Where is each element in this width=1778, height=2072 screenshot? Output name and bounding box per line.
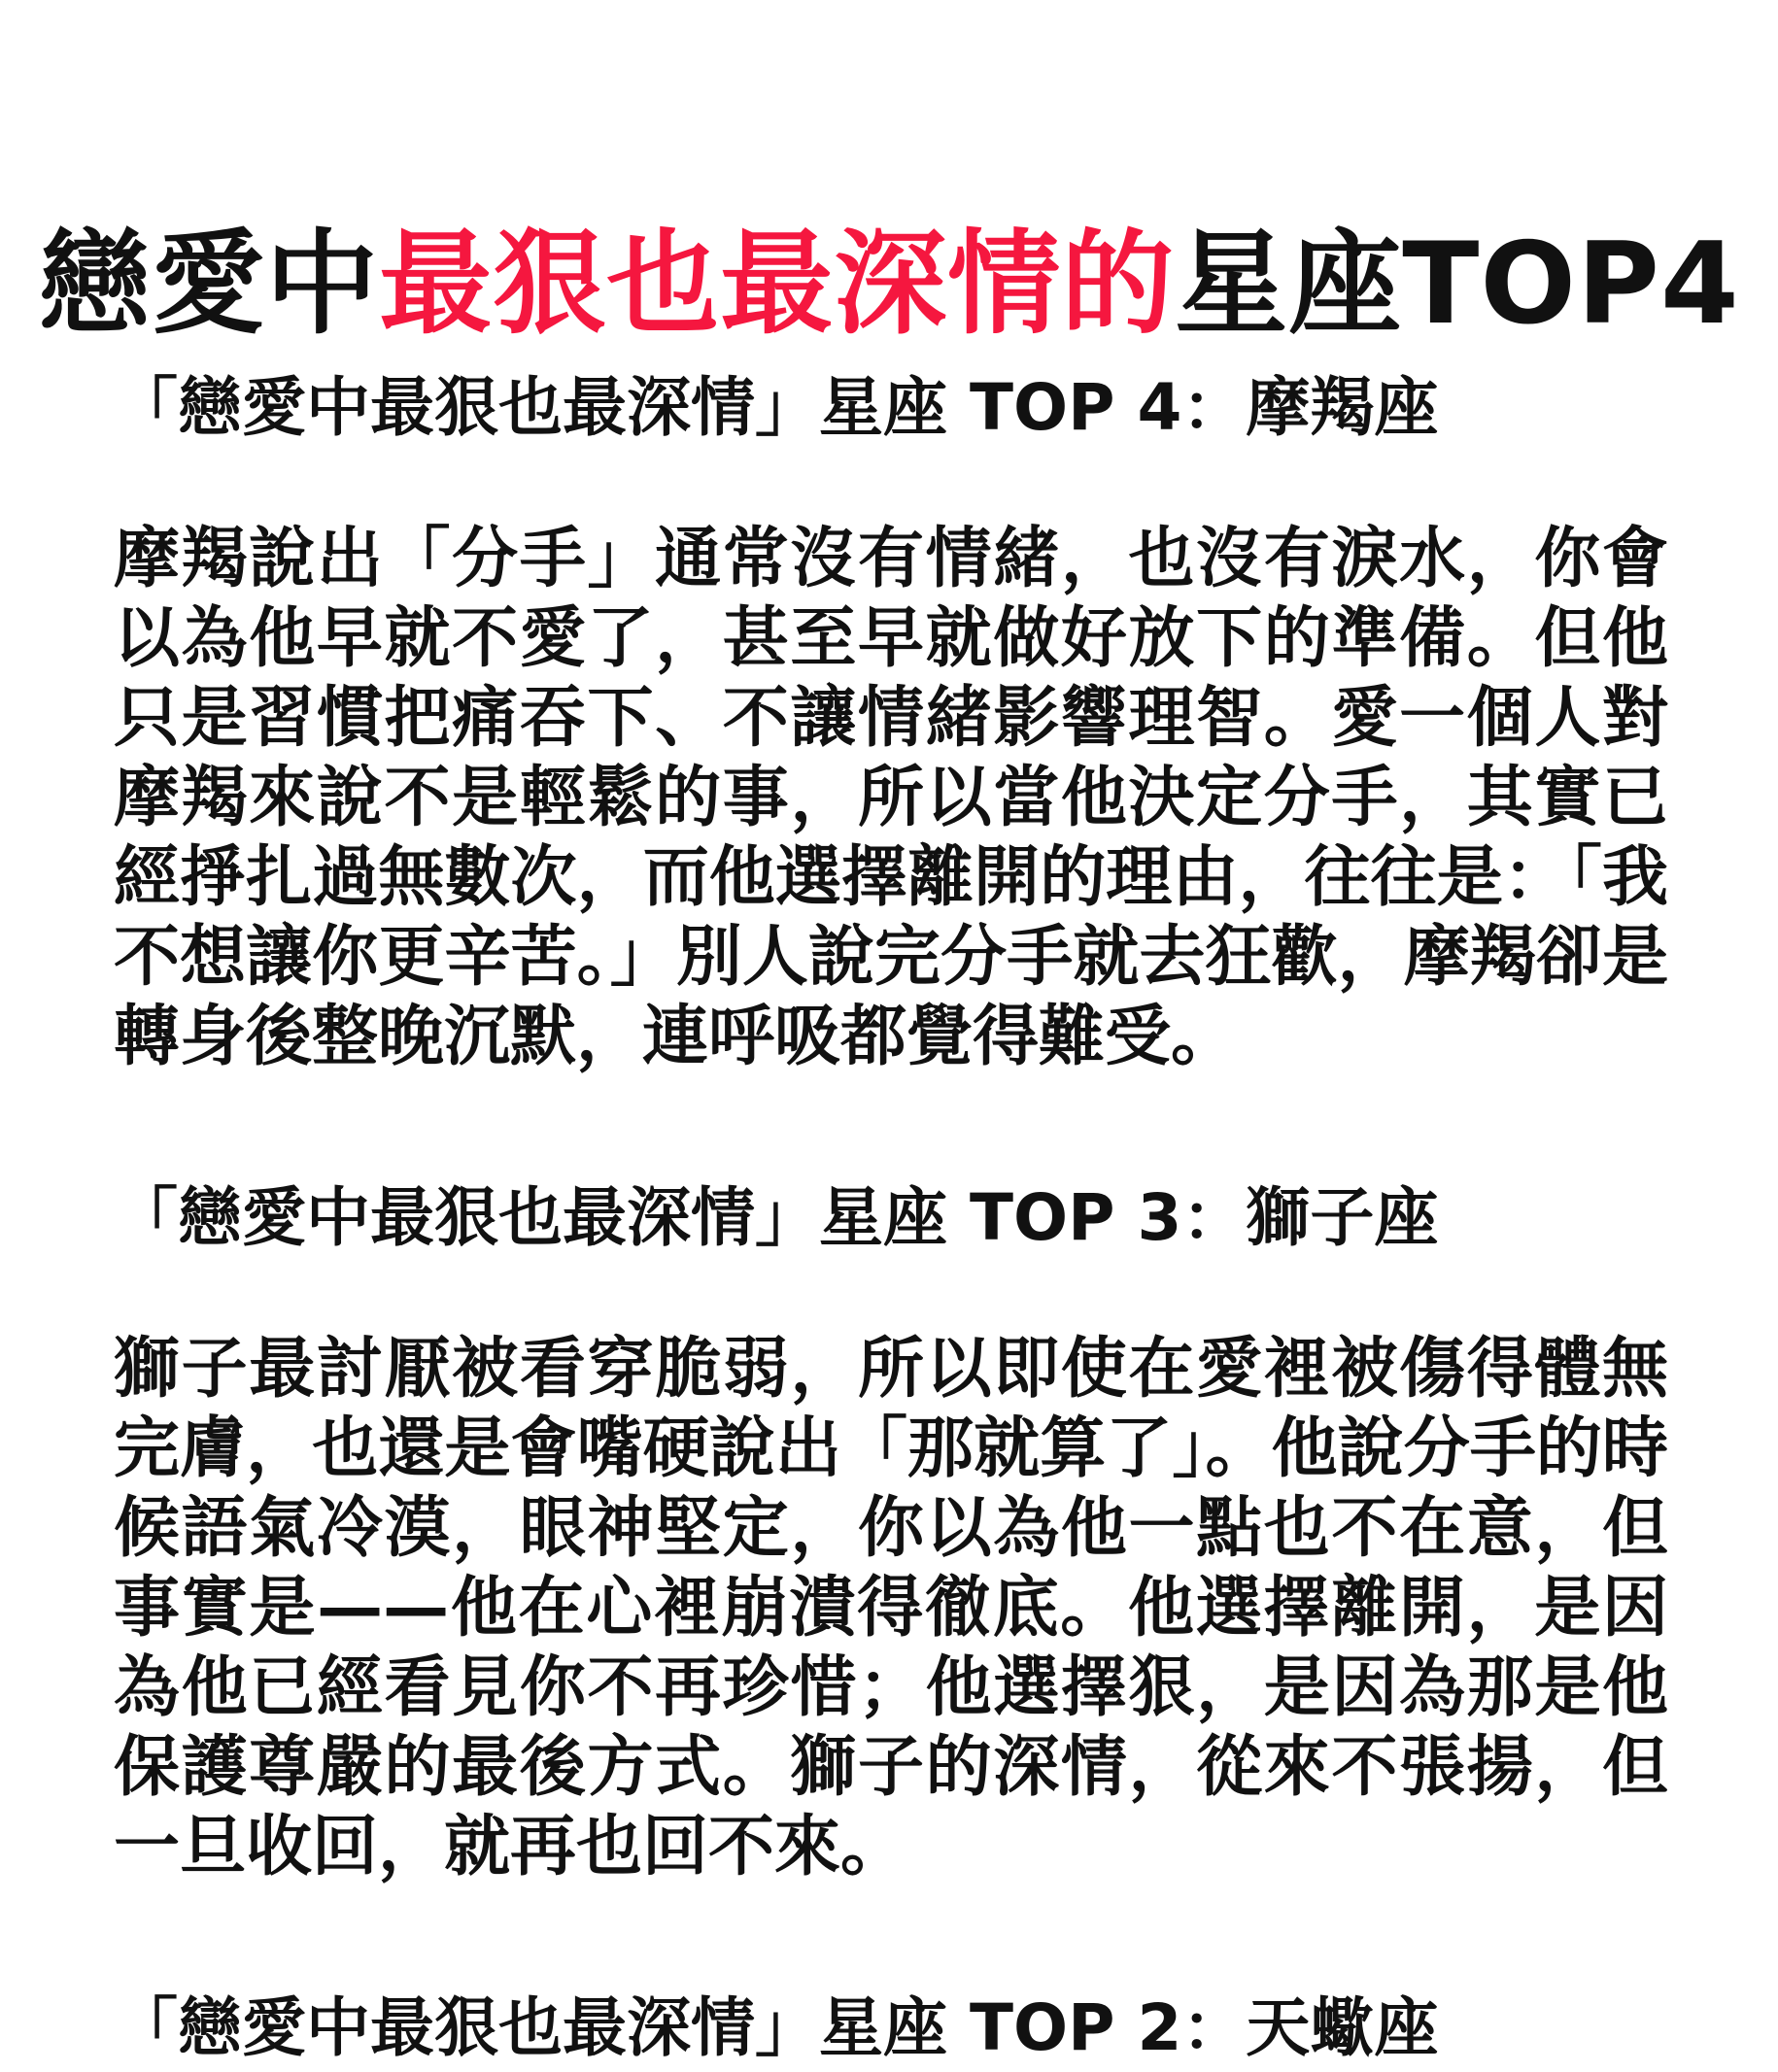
section-body: 獅子最討厭被看穿脆弱，所以即使在愛裡被傷得體無完膚，也還是會嘴硬說出「那就算了」。他說分手的時候語氣冷漠，眼神堅定，你以為他一點也不在意，但事實是——他在心裡崩潰得徹底。他選擇離開，是因為他已經看見你不再珍惜；他選擇狠，是因為那是他保護尊嚴的最後方式。獅子的深情，從來不張揚，但一旦收回，就再也回不來。: [114, 1331, 1668, 1885]
section-body: 摩羯說出「分手」通常沒有情緒，也沒有淚水，你會以為他早就不愛了，甚至早就做好放下的準備。但他只是習慣把痛吞下、不讓情緒影響理智。愛一個人對摩羯來說不是輕鬆的事，所以當他決定分手，其實已經掙扎過無數次，而他選擇離開的理由，往往是：「我不想讓你更辛苦。」別人說完分手就去狂歡，摩羯卻是轉身後整晚沉默，連呼吸都覺得難受。: [114, 521, 1668, 1075]
article-content: [114, 364, 1668, 2072]
title-suffix: 星座TOP4: [1175, 218, 1740, 350]
section-scorpio: [114, 1985, 1668, 2072]
section-heading: 「戀愛中最狠也最深情」星座 TOP 2：天蠍座: [114, 1990, 1439, 2065]
title-highlight: 最狠也最深情的: [379, 218, 1176, 350]
section-heading: 「戀愛中最狠也最深情」星座 TOP 4：摩羯座: [114, 370, 1439, 445]
title-prefix: 戀愛中: [38, 218, 380, 350]
section-heading: 「戀愛中最狠也最深情」星座 TOP 3：獅子座: [114, 1180, 1439, 1255]
section-leo: [114, 1174, 1668, 1887]
article-title: [0, 212, 1778, 357]
section-capricorn: [114, 364, 1668, 1077]
